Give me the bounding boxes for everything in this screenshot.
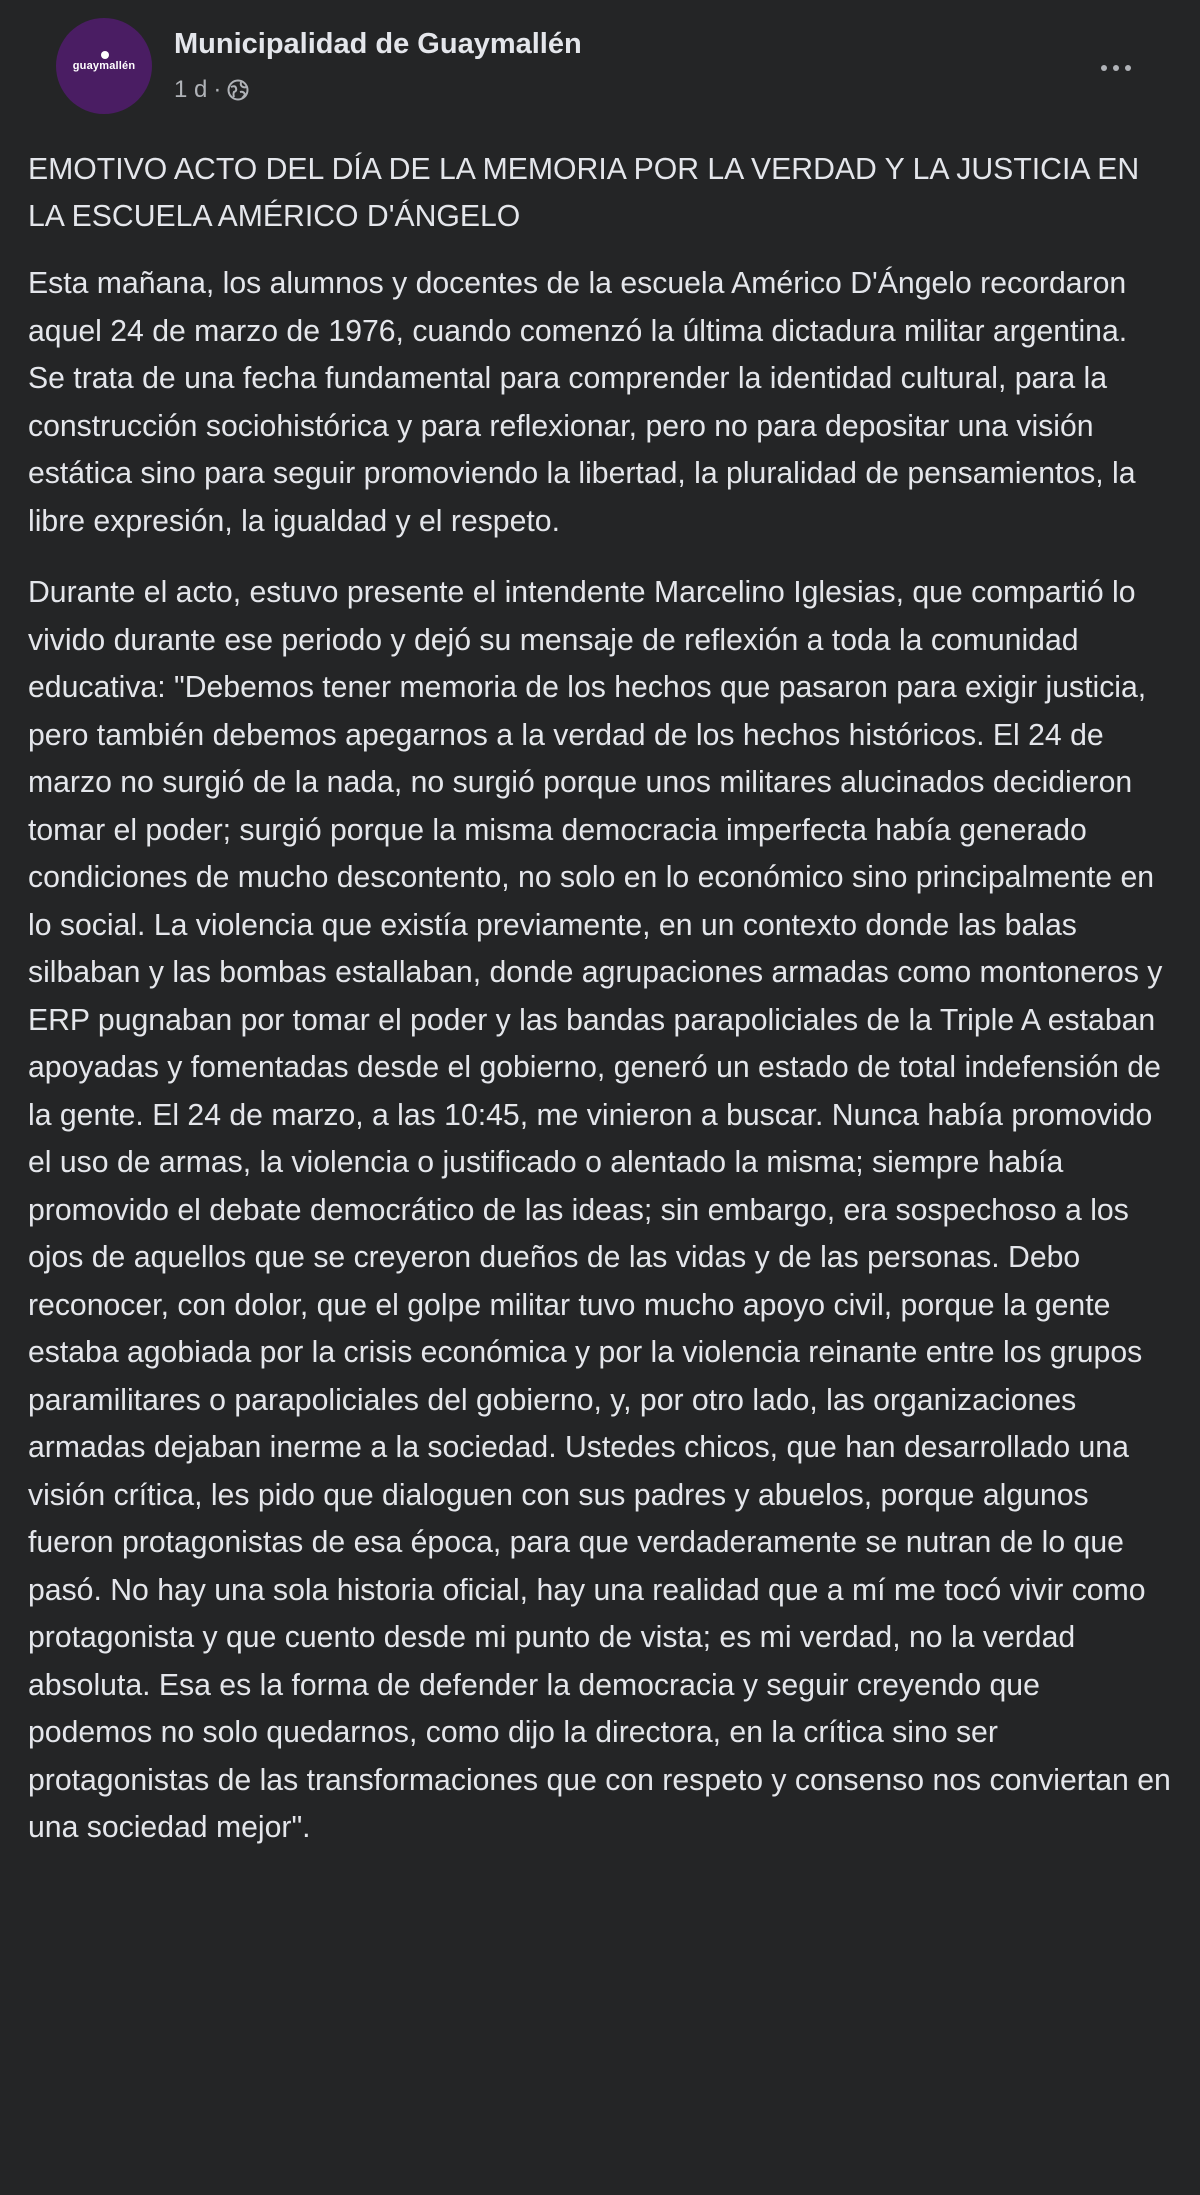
more-options-button[interactable] (1088, 40, 1144, 96)
post-title: EMOTIVO ACTO DEL DÍA DE LA MEMORIA POR LA VERDAD Y LA JUSTICIA EN LA ESCUELA AMÉRICO D'ÁNGELO (28, 153, 1140, 233)
post-meta (174, 76, 249, 104)
post-paragraph-1: Esta mañana, los alumnos y docentes de la escuela Américo D'Ángelo recordaron aquel 24 de marzo de 1976, cuando comenzó la última dictadura militar argentina. Se trata de una fecha fundamental para comprender la identidad cultural, para la construcción sociohistórica y para reflexionar, pero no para depositar una visión estática sino para seguir promoviendo la libertad, la pluralidad de pensamientos, la libre expresión, la igualdad y el respeto. (28, 267, 1136, 538)
post-header (28, 0, 1172, 138)
post-timestamp[interactable]: 1 d (174, 76, 208, 103)
more-horizontal-icon (1101, 65, 1131, 71)
globe-icon[interactable] (227, 79, 249, 101)
page-name-link[interactable]: Municipalidad de Guaymallén (174, 28, 582, 60)
avatar[interactable] (56, 18, 152, 114)
avatar-logo: guaymallén (72, 60, 136, 72)
meta-separator: · (213, 76, 222, 103)
post-paragraph-2: Durante el acto, estuvo presente el intendente Marcelino Iglesias, que compartió lo vivido durante ese periodo y dejó su mensaje de reflexión a toda la comunidad educativa: "Debemos tener memoria de los hechos que pasaron para exigir justicia, pero también debemos apegarnos a la verdad de los hechos históricos. El 24 de marzo no surgió de la nada, no surgió porque unos militares alucinados decidieron tomar el poder; surgió porque la misma democracia imperfecta había generado condiciones de mucho descontento, no solo en lo económico sino principalmente en lo social. La violencia que existía previamente, en un contexto donde las balas silbaban y las bombas estallaban, donde agrupaciones armadas como montoneros y ERP pugnaban por tomar el poder y las bandas parapoliciales de la Triple A estaban apoyadas y fomentadas desde el gobierno, generó un estado de total indefensión de la gente. El 24 de marzo, a las 10:45, me vinieron a buscar. Nunca había promovido el uso de armas, la violencia o justificado o alentado la misma; siempre había promovido el debate democrático de las ideas; sin embargo, era sospechoso a los ojos de aquellos que se creyeron dueños de las vidas y de las personas. Debo reconocer, con dolor, que el golpe militar tuvo mucho apoyo civil, porque la gente estaba agobiada por la crisis económica y por la violencia reinante entre los grupos paramilitares o parapoliciales del gobierno, y, por otro lado, las organizaciones armadas dejaban inerme a la sociedad. Ustedes chicos, que han desarrollado una visión crítica, les pido que dialoguen con sus padres y abuelos, porque algunos fueron protagonistas de esa época, para que verdaderamente se nutran de lo que pasó. No hay una sola historia oficial, hay una realidad que a mí me tocó vivir como protagonista y que cuento desde mi punto de vista; es mi verdad, no la verdad absoluta. Esa es la forma de defender la democracia y seguir creyendo que podemos no solo quedarnos, como dijo la directora, en la crítica sino ser protagonistas de las transformaciones que con respeto y consenso nos conviertan en una sociedad mejor". (28, 576, 1171, 1844)
